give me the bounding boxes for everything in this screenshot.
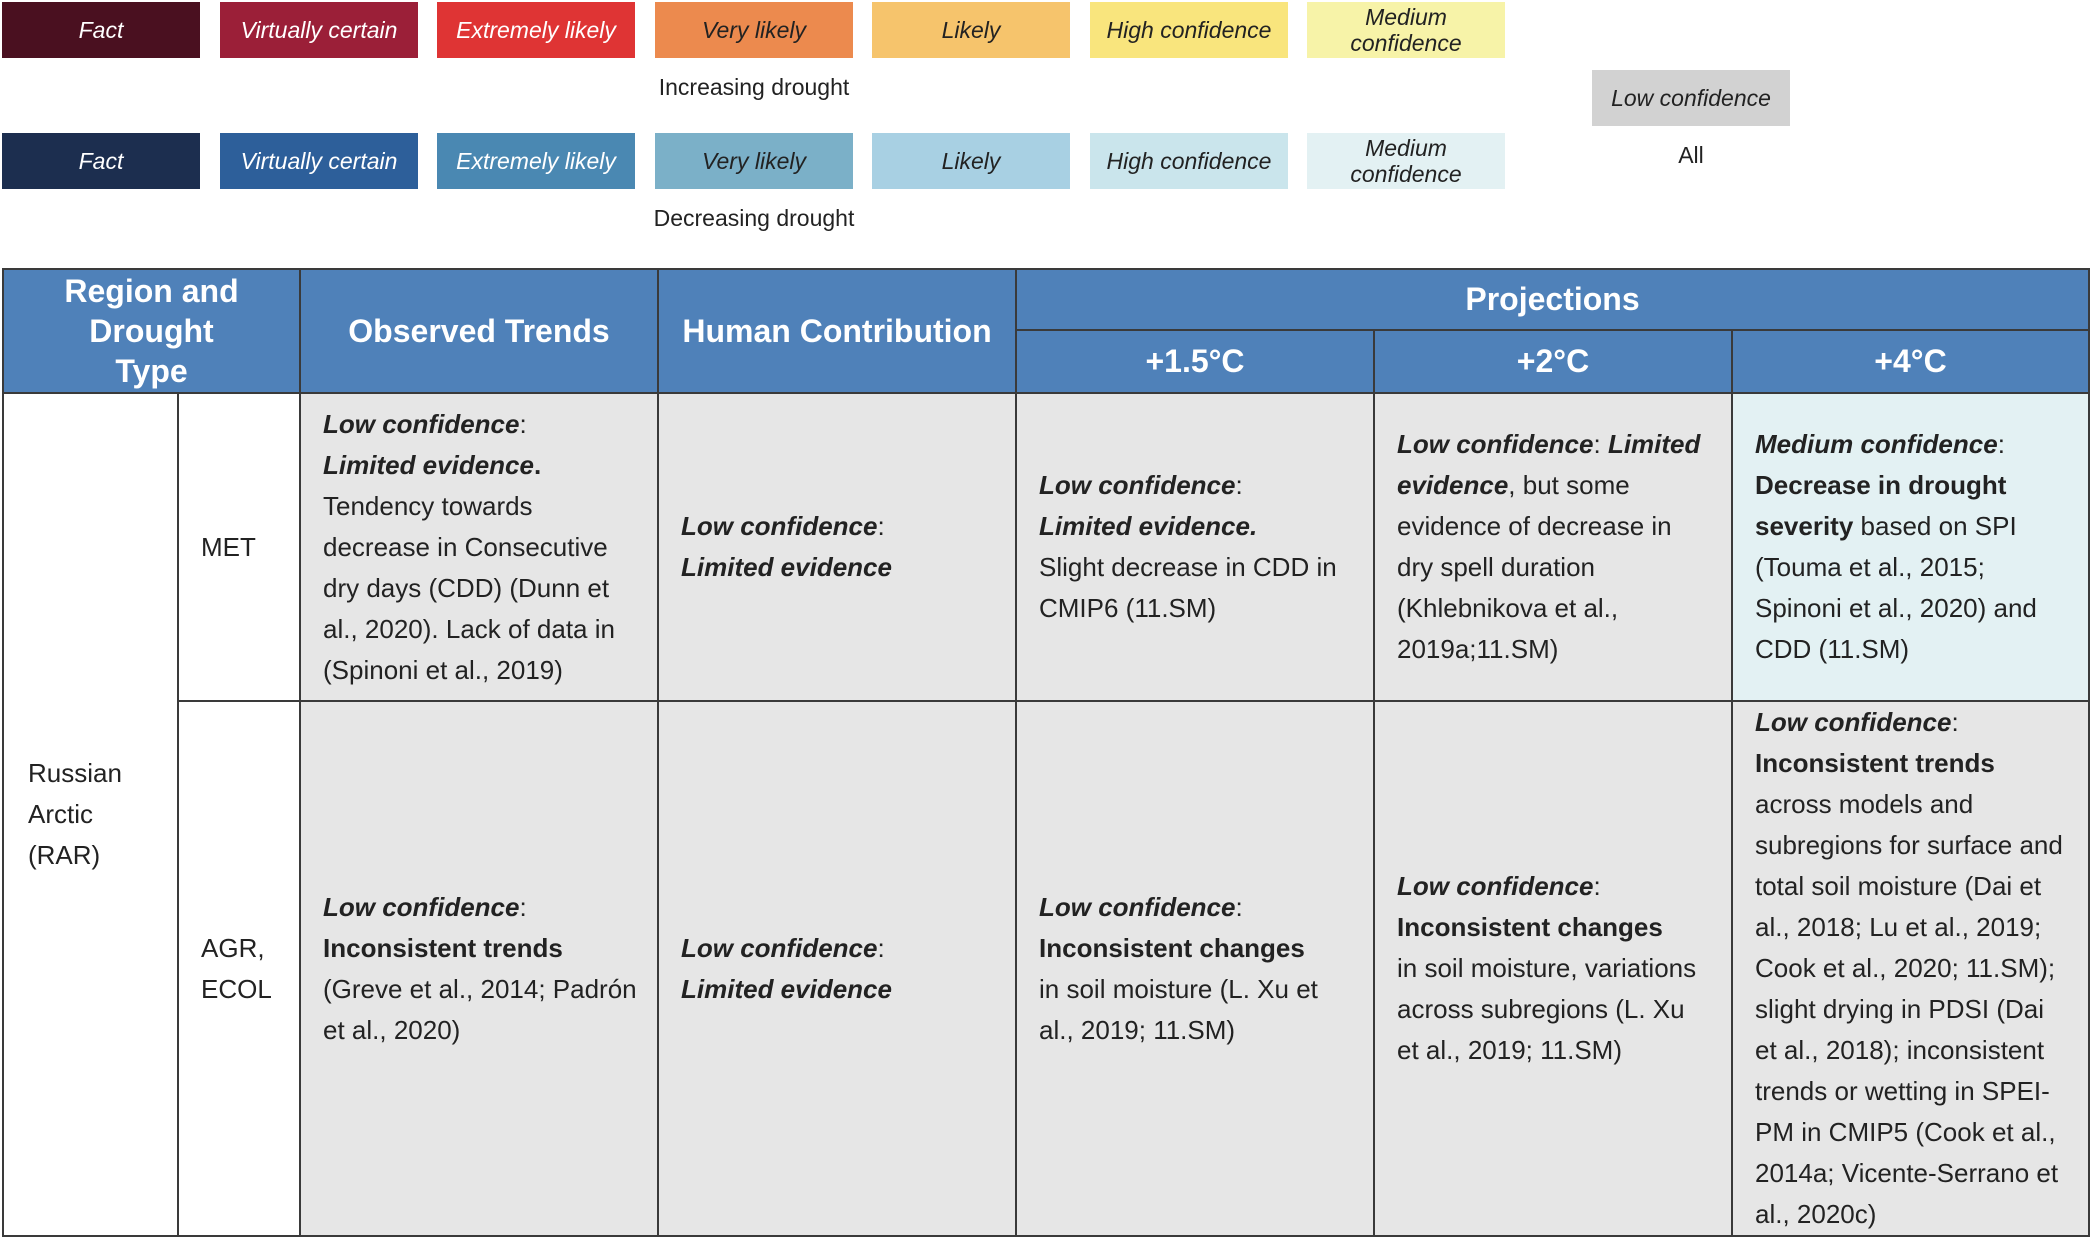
confidence-label: Low confidence xyxy=(1755,707,1952,737)
drought-type-met: MET xyxy=(178,393,300,701)
finding-label: Decrease in drought severity xyxy=(1755,470,2007,541)
region-cell xyxy=(3,393,178,1236)
confidence-label: Low confidence xyxy=(1039,891,1236,922)
legend-chip-label: Fact xyxy=(78,17,124,43)
legend-chip-label: Virtually certain xyxy=(240,148,398,174)
legend-all-caption: All xyxy=(1678,142,1704,168)
projection-4c-met-cell xyxy=(1732,393,2089,701)
detail-text: , but some evidence of decrease in dry spell duration (Khlebnikova et al., 2019a;11.SM) xyxy=(1397,470,1672,664)
confidence-label: Medium confidence xyxy=(1755,429,1998,459)
punctuation: : xyxy=(1997,429,2005,459)
legend-chip-label: Very likely xyxy=(702,17,806,43)
confidence-legend xyxy=(0,0,2092,250)
drought-type-label: AGR, ECOL xyxy=(201,932,272,1004)
confidence-label: Low confidence xyxy=(681,511,878,541)
legend-decreasing-likely xyxy=(872,133,1070,189)
drought-assessment-table xyxy=(2,268,2090,1237)
header-human-contribution: Human Contribution xyxy=(658,269,1016,393)
drought-type-agr-ecol xyxy=(178,701,300,1236)
legend-chip-label: High confidence xyxy=(1106,17,1272,43)
legend-increasing-very-likely xyxy=(655,2,853,58)
finding-label: Inconsistent changes xyxy=(1397,912,1663,942)
legend-decreasing-very-likely xyxy=(655,133,853,189)
legend-decreasing-medium-confidence xyxy=(1307,133,1505,189)
evidence-label: Limited evidence xyxy=(1397,429,1701,500)
punctuation: : xyxy=(1593,429,1601,459)
detail-text: in soil moisture (L. Xu et al., 2019; 11.SM) xyxy=(1039,973,1318,1045)
punctuation: : xyxy=(519,891,527,922)
punctuation: : xyxy=(519,408,527,439)
region-label: Russian Arctic (RAR) xyxy=(28,758,122,870)
legend-chip-label: Very likely xyxy=(702,148,806,174)
projection-1-5c-agr-cell xyxy=(1016,701,1374,1236)
punctuation: . xyxy=(533,449,542,480)
confidence-label: Low confidence xyxy=(323,408,520,439)
punctuation: : xyxy=(1951,707,1959,737)
finding-label: Inconsistent trends xyxy=(323,932,563,963)
detail-text: Slight decrease in CDD in CMIP6 (11.SM) xyxy=(1039,552,1337,623)
projection-4c-agr-cell xyxy=(1732,701,2089,1236)
observed-met-cell xyxy=(300,393,658,701)
finding-label: Inconsistent trends xyxy=(1755,748,1995,778)
legend-increasing-fact xyxy=(2,2,200,58)
finding-label: Inconsistent changes xyxy=(1039,932,1305,963)
header-projection-2c: +2°C xyxy=(1374,330,1732,393)
legend-chip-label: Medium confidence xyxy=(1350,135,1462,187)
detail-text: Tendency towards decrease in Consecutive dry days (CDD) (Dunn et al., 2020). Lack of data in (Spinoni et al., 2019) xyxy=(323,490,615,685)
evidence-label: Limited evidence xyxy=(681,973,892,1004)
legend-low-confidence xyxy=(1592,70,1790,126)
legend-chip-label: Likely xyxy=(941,17,1001,43)
legend-increasing-likely xyxy=(872,2,1070,58)
confidence-label: Low confidence xyxy=(323,891,520,922)
legend-increasing-extremely-likely xyxy=(437,2,635,58)
evidence-label: Limited evidence xyxy=(681,552,892,582)
legend-decreasing-caption: Decreasing drought xyxy=(653,205,855,231)
header-projection-4c: +4°C xyxy=(1732,330,2089,393)
human-met-cell xyxy=(658,393,1016,701)
punctuation: : xyxy=(1593,871,1601,901)
header-projection-1-5c: +1.5°C xyxy=(1016,330,1374,393)
punctuation: : xyxy=(877,511,885,541)
header-label: Region and Drought Type xyxy=(64,273,239,389)
table-row-met xyxy=(3,393,2089,701)
legend-chip-label: Likely xyxy=(941,148,1001,174)
legend-decreasing-high-confidence xyxy=(1090,133,1288,189)
legend-decreasing-extremely-likely xyxy=(437,133,635,189)
legend-chip-label: High confidence xyxy=(1106,148,1272,174)
projection-2c-met-cell xyxy=(1374,393,1732,701)
projection-1-5c-met-cell xyxy=(1016,393,1374,701)
legend-chip-label: Extremely likely xyxy=(456,148,616,174)
legend-chip-label: Virtually certain xyxy=(240,17,398,43)
detail-text: based on SPI (Touma et al., 2015; Spinoni et al., 2020) and CDD (11.SM) xyxy=(1755,511,2037,664)
legend-increasing-virtually-certain xyxy=(220,2,418,58)
detail-text: across models and subregions for surface and total soil moisture (Dai et al., 2018; Lu et al., 2019; Cook et al., 2020; 11.SM); slight drying in PDSI (Dai et al., 2018); inconsistent trends or wetting in SPEI-PM in CMIP5 (Cook et al., 2014a; Vicente-Serrano et al., 2020c) xyxy=(1755,789,2063,1229)
legend-increasing-high-confidence xyxy=(1090,2,1288,58)
legend-chip-label: Fact xyxy=(78,148,124,174)
punctuation: : xyxy=(877,932,885,963)
legend-decreasing-fact xyxy=(2,133,200,189)
evidence-label: Limited evidence xyxy=(323,449,534,480)
detail-text: in soil moisture, variations across subregions (L. Xu et al., 2019; 11.SM) xyxy=(1397,953,1697,1065)
human-agr-cell xyxy=(658,701,1016,1236)
table-row-agr-ecol xyxy=(3,701,2089,1236)
evidence-label: Limited evidence. xyxy=(1039,511,1258,541)
punctuation: : xyxy=(1235,470,1243,500)
confidence-label: Low confidence xyxy=(1397,429,1594,459)
legend-chip-label: Low confidence xyxy=(1611,85,1771,111)
header-observed-trends: Observed Trends xyxy=(300,269,658,393)
header-region-drought-type xyxy=(3,269,300,393)
confidence-label: Low confidence xyxy=(1039,470,1236,500)
header-projections: Projections xyxy=(1016,269,2089,330)
legend-chip-label: Extremely likely xyxy=(456,17,616,43)
detail-text: (Greve et al., 2014; Padrón et al., 2020) xyxy=(323,973,637,1045)
confidence-label: Low confidence xyxy=(681,932,878,963)
legend-increasing-medium-confidence xyxy=(1307,2,1505,58)
confidence-label: Low confidence xyxy=(1397,871,1594,901)
legend-chip-label: Medium confidence xyxy=(1350,4,1462,56)
observed-agr-cell xyxy=(300,701,658,1236)
legend-increasing-caption: Increasing drought xyxy=(658,74,850,100)
legend-decreasing-virtually-certain xyxy=(220,133,418,189)
punctuation: : xyxy=(1235,891,1243,922)
projection-2c-agr-cell xyxy=(1374,701,1732,1236)
